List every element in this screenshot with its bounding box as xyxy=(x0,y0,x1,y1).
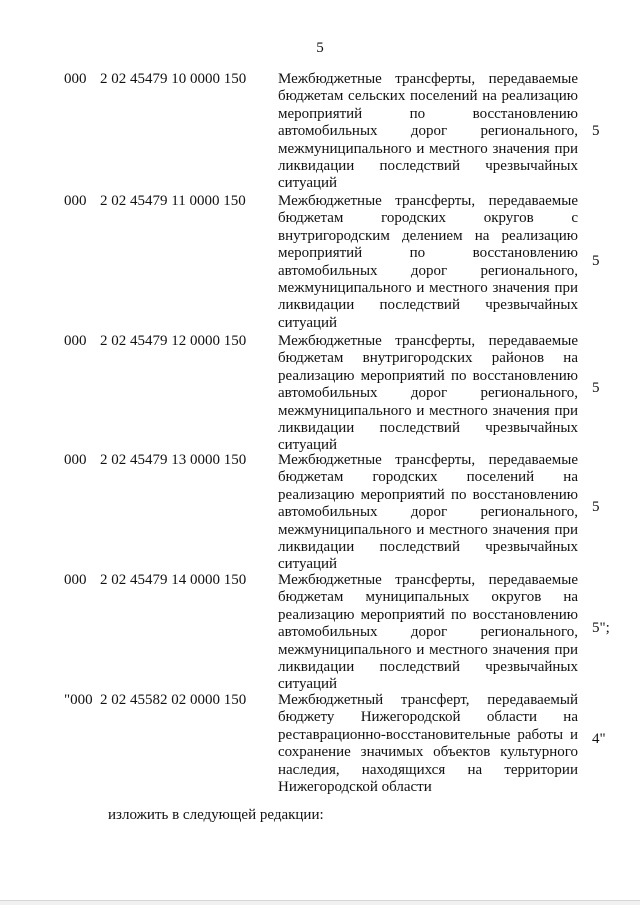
budget-code: 2 02 45479 12 0000 150 xyxy=(100,333,247,349)
admin-code: "000 xyxy=(64,692,93,708)
admin-code: 000 xyxy=(64,452,87,468)
page-number: 5 xyxy=(316,40,324,56)
admin-code: 000 xyxy=(64,333,87,349)
budget-code: 2 02 45479 13 0000 150 xyxy=(100,452,247,468)
row-value: 5"; xyxy=(592,620,610,636)
admin-code: 000 xyxy=(64,71,87,87)
page-bottom-edge xyxy=(0,900,640,905)
row-value: 5 xyxy=(592,123,600,139)
row-value: 5 xyxy=(592,380,600,396)
row-value: 4" xyxy=(592,731,606,747)
budget-code: 2 02 45479 14 0000 150 xyxy=(100,572,247,588)
row-description: Межбюджетный трансферт, передаваемый бюджету Нижегородской области на реставрационно-восстановительные работы и сохранение значимых объектов культурного наследия, находящихся на территории Нижегородской области xyxy=(278,692,578,796)
admin-code: 000 xyxy=(64,572,87,588)
row-description: Межбюджетные трансферты, передаваемые бюджетам сельских поселений на реализацию мероприятий по восстановлению автомобильных дорог регионального, межмуниципального и местного значения при ликвидации последствий чрезвычайных ситуаций xyxy=(278,71,578,192)
row-description: Межбюджетные трансферты, передаваемые бюджетам городских округов с внутригородским делением на реализацию мероприятий по восстановлению автомобильных дорог регионального, межмуниципального и местного значения при ликвидации последствий чрезвычайных ситуаций xyxy=(278,193,578,331)
budget-code: 2 02 45582 02 0000 150 xyxy=(100,692,247,708)
row-description: Межбюджетные трансферты, передаваемые бюджетам внутригородских районов на реализацию мероприятий по восстановлению автомобильных дорог регионального, межмуниципального и местного значения при ликвидации последствий чрезвычайных ситуаций xyxy=(278,333,578,454)
admin-code: 000 xyxy=(64,193,87,209)
row-value: 5 xyxy=(592,499,600,515)
budget-code: 2 02 45479 11 0000 150 xyxy=(100,193,246,209)
row-description: Межбюджетные трансферты, передаваемые бюджетам городских поселений на реализацию мероприятий по восстановлению автомобильных дорог регионального, межмуниципального и местного значения при ликвидации последствий чрезвычайных ситуаций xyxy=(278,452,578,573)
row-value: 5 xyxy=(592,253,600,269)
footer-instruction: изложить в следующей редакции: xyxy=(108,807,324,823)
budget-code: 2 02 45479 10 0000 150 xyxy=(100,71,247,87)
row-description: Межбюджетные трансферты, передаваемые бюджетам муниципальных округов на реализацию мероприятий по восстановлению автомобильных дорог регионального, межмуниципального и местного значения при ликвидации последствий чрезвычайных ситуаций xyxy=(278,572,578,693)
